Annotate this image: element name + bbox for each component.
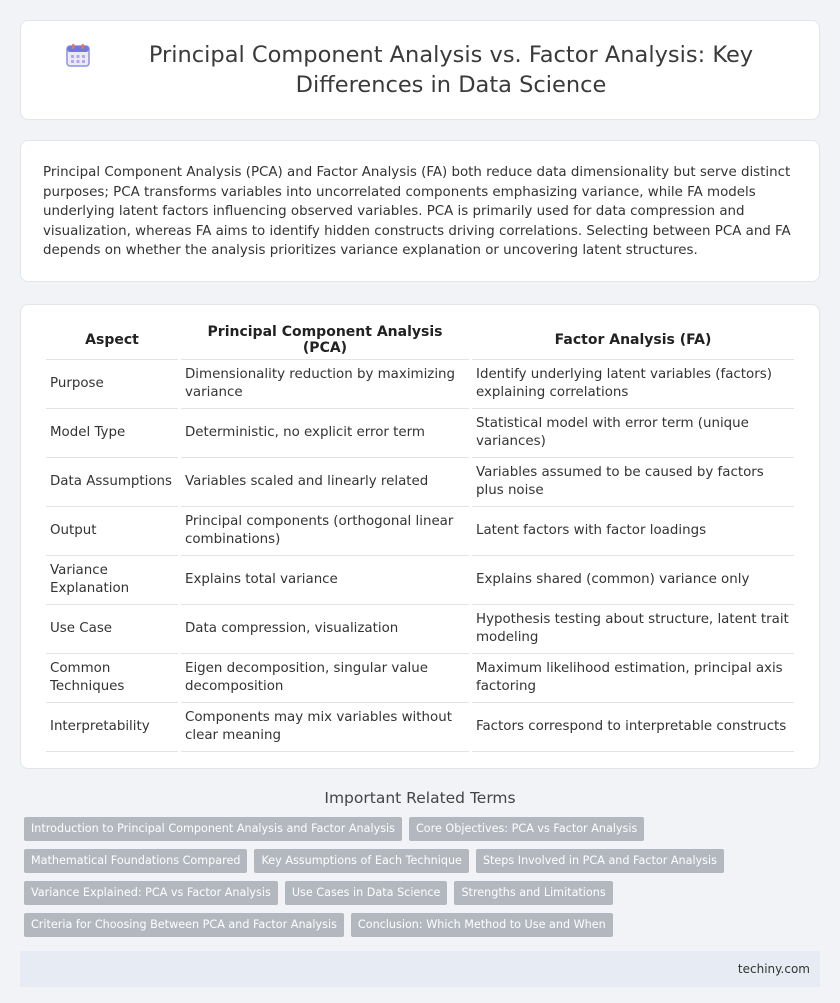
table-row [46,556,794,605]
header-card [20,20,820,120]
related-term-tag[interactable]: Core Objectives: PCA vs Factor Analysis [409,817,644,841]
related-term-tag[interactable]: Variance Explained: PCA vs Factor Analysis [24,881,278,905]
related-terms-title: Important Related Terms [324,788,516,807]
table-row [46,360,794,409]
fa-cell: Factors correspond to interpretable constructs [472,703,794,752]
related-term-tag[interactable]: Strengths and Limitations [454,881,612,905]
fa-cell: Identify underlying latent variables (factors) explaining correlations [472,360,794,409]
column-header-fa: Factor Analysis (FA) [472,319,794,360]
related-term-tag[interactable]: Conclusion: Which Method to Use and When [351,913,613,937]
related-terms-list [0,817,840,937]
intro-card [20,140,820,282]
calendar-icon [65,42,91,68]
pca-cell: Deterministic, no explicit error term [181,409,469,458]
pca-cell: Dimensionality reduction by maximizing variance [181,360,469,409]
page-title: Principal Component Analysis vs. Factor Analysis: Key Differences in Data Science [148,42,754,98]
aspect-cell: Output [46,507,178,556]
aspect-cell: Interpretability [46,703,178,752]
pca-cell: Components may mix variables without clear meaning [181,703,469,752]
column-header-aspect: Aspect [46,319,178,360]
related-terms-section [0,789,840,937]
table-row [46,409,794,458]
table-header-row [46,319,794,360]
related-term-tag[interactable]: Steps Involved in PCA and Factor Analysis [476,849,724,873]
pca-cell: Variables scaled and linearly related [181,458,469,507]
related-term-tag[interactable]: Criteria for Choosing Between PCA and Factor Analysis [24,913,344,937]
table-row [46,507,794,556]
aspect-cell: Variance Explanation [46,556,178,605]
table-row [46,703,794,752]
aspect-cell: Model Type [46,409,178,458]
table-row [46,605,794,654]
related-term-tag[interactable]: Introduction to Principal Component Analysis and Factor Analysis [24,817,402,841]
related-term-tag[interactable]: Mathematical Foundations Compared [24,849,247,873]
fa-cell: Explains shared (common) variance only [472,556,794,605]
footer-site-link[interactable]: techiny.com [737,961,810,976]
pca-cell: Eigen decomposition, singular value decomposition [181,654,469,703]
pca-cell: Data compression, visualization [181,605,469,654]
comparison-card [20,304,820,769]
aspect-cell: Data Assumptions [46,458,178,507]
intro-text: Principal Component Analysis (PCA) and Factor Analysis (FA) both reduce data dimensionality but serve distinct purposes; PCA transforms variables into uncorrelated components emphasizing variance, while FA models underlying latent factors influencing observed variables. PCA is primarily used for data compression and visualization, whereas FA aims to identify hidden constructs driving correlations. Selecting between PCA and FA depends on whether the analysis prioritizes variance explanation or uncovering latent structures. [43,165,791,259]
comparison-table [43,319,797,752]
fa-cell: Latent factors with factor loadings [472,507,794,556]
pca-cell: Principal components (orthogonal linear combinations) [181,507,469,556]
related-term-tag[interactable]: Key Assumptions of Each Technique [254,849,468,873]
aspect-cell: Purpose [46,360,178,409]
column-header-pca: Principal Component Analysis (PCA) [181,319,469,360]
fa-cell: Statistical model with error term (unique variances) [472,409,794,458]
pca-cell: Explains total variance [181,556,469,605]
fa-cell: Maximum likelihood estimation, principal axis factoring [472,654,794,703]
fa-cell: Variables assumed to be caused by factors plus noise [472,458,794,507]
fa-cell: Hypothesis testing about structure, latent trait modeling [472,605,794,654]
aspect-cell: Common Techniques [46,654,178,703]
footer [20,951,820,987]
table-row [46,654,794,703]
related-term-tag[interactable]: Use Cases in Data Science [285,881,448,905]
table-row [46,458,794,507]
aspect-cell: Use Case [46,605,178,654]
